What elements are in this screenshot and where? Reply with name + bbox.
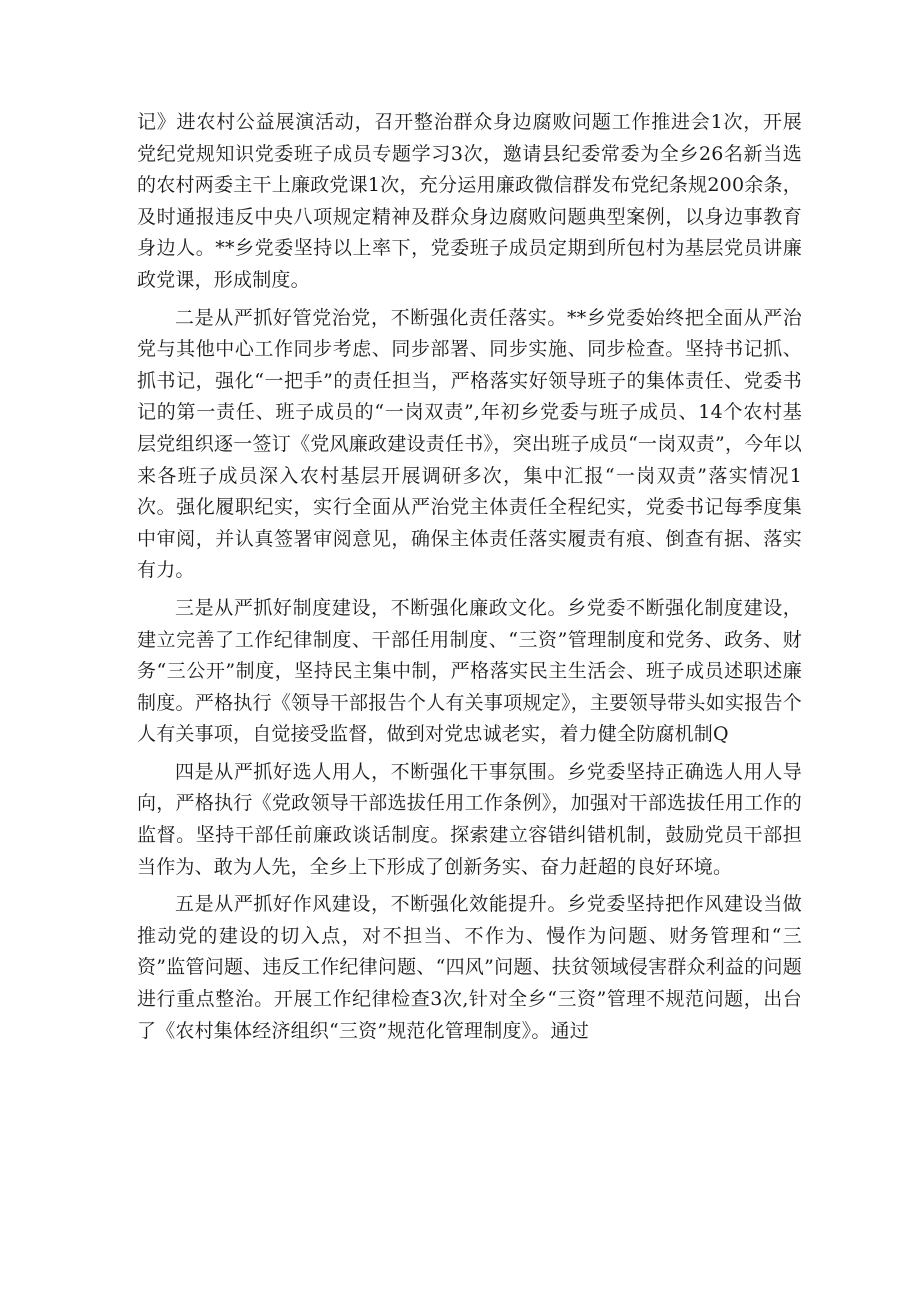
paragraph-work-style: 五是从严抓好作风建设，不断强化效能提升。乡党委坚持把作风建设当做推动党的建设的切入点，对不担当、不作为、慢作为问题、财务管理和“三资”监管问题、违反工作纪律问题、“四风”问题、扶贫领域侵害群众利益的问题进行重点整治。开展工作纪律检查3次,针对全乡“三资”管理不规范问题，出台了《农村集体经济组织“三资”规范化管理制度》。通过 (137, 893, 802, 1042)
paragraph-personnel: 四是从严抓好选人用人，不断强化干事氛围。乡党委坚持正确选人用人导向，严格执行《党政领导干部选拔任用工作条例》，加强对干部选拔任用工作的监督。坚持干部任前廉政谈话制度。探索建立容错纠错机制，鼓励党员干部担当作为、敢为人先，全乡上下形成了创新务实、奋力赶超的良好环境。 (137, 760, 802, 878)
paragraph-system-building: 三是从严抓好制度建设，不断强化廉政文化。乡党委不断强化制度建设，建立完善了工作纪律制度、干部任用制度、“三资”管理制度和党务、政务、财务“三公开”制度，坚持民主集中制，严格落实民主生活会、班子成员述职述廉制度。严格执行《领导干部报告个人有关事项规定》，主要领导带头如实报告个人有关事项，自觉接受监督，做到对党忠诚老实，着力健全防腐机制Q (137, 596, 802, 746)
paragraph-intro-continuation: 记》进农村公益展演活动，召开整治群众身边腐败问题工作推进会1次，开展党纪党规知识党委班子成员专题学习3次，邀请县纪委常委为全乡26名新当选的农村两委主干上廉政党课1次，充分运用廉政微信群发布党纪条规200余条，及时通报违反中央八项规定精神及群众身边腐败问题典型案例，以身边事教育身边人。**乡党委坚持以上率下，党委班子成员定期到所包村为基层党员讲廉政党课，形成制度。 (137, 111, 802, 291)
paragraph-responsibility: 二是从严抓好管党治党，不断强化责任落实。**乡党委始终把全面从严治党与其他中心工作同步考虑、同步部署、同步实施、同步检查。坚持书记抓、抓书记，强化“一把手”的责任担当，严格落实好领导班子的集体责任、党委书记的第一责任、班子成员的“一岗双责”,年初乡党委与班子成员、14个农村基层党组织逐一签订《党风廉政建设责任书》，突出班子成员“一岗双责”，今年以来各班子成员深入农村基层开展调研多次，集中汇报“一岗双责”落实情况1次。强化履职纪实，实行全面从严治党主体责任全程纪实，党委书记每季度集中审阅，并认真签署审阅意见，确保主体责任落实履责有痕、倒查有据、落实有力。 (137, 306, 802, 582)
document-body (137, 107, 802, 1047)
